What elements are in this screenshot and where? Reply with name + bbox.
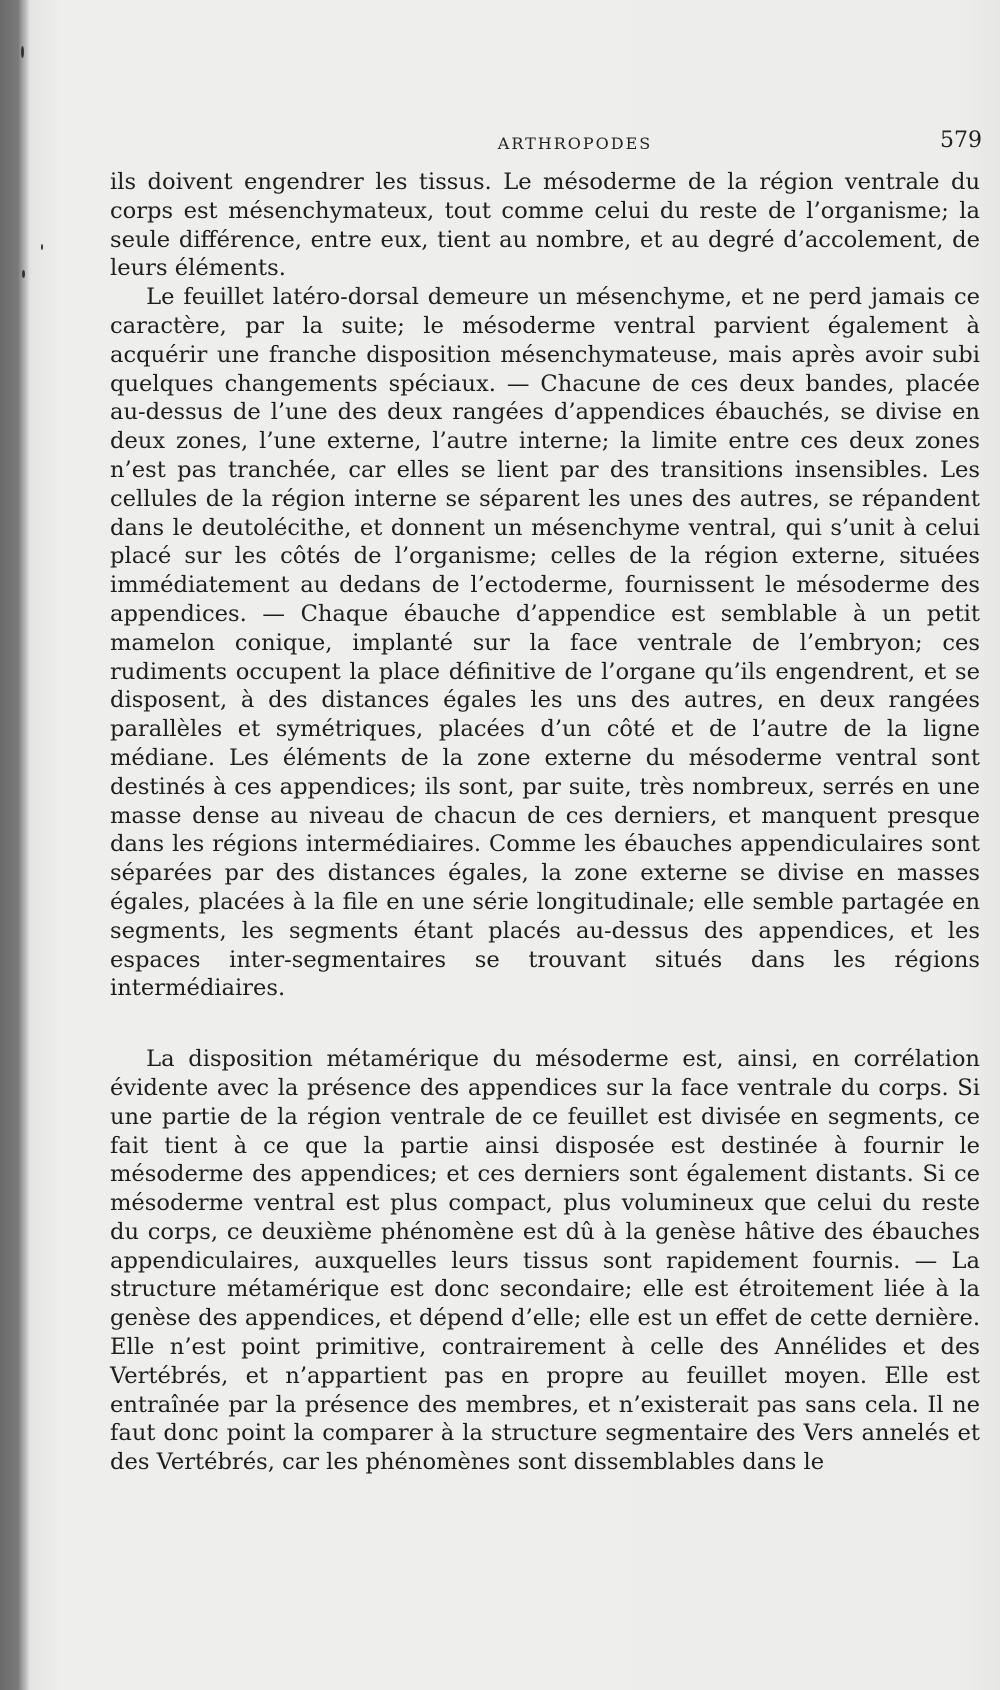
scan-speck [41,244,43,250]
body-text [110,168,980,1477]
page-header [110,128,980,158]
scan-speck [22,270,25,278]
page-number: 579 [940,128,982,153]
paragraph-3: La disposition métamérique du mésoderme est, ainsi, en corrélation évidente avec la présence des appendices sur la face ventrale du corps. Si une partie de la région ventrale de ce feuillet est divisée en segments, ce fait tient à ce que la partie ainsi disposée est destinée à fournir le mésoderme des appendices; et ces derniers sont également distants. Si ce mésoderme ventral est plus compact, plus volumineux que celui du reste du corps, ce deuxième phénomène est dû à la genèse hâtive des ébauches appendiculaires, auxquelles leurs tissus sont rapidement fournis. — La structure métamérique est donc secondaire; elle est étroitement liée à la genèse des appendices, et dépend d’elle; elle est un effet de cette dernière. Elle n’est point primitive, contrairement à celle des Annélides et des Vertébrés, et n’appartient pas en propre au feuillet moyen. Elle est entraînée par la présence des membres, et n’existerait pas sans cela. Il ne faut donc point la comparer à la structure segmentaire des Vers annelés et des Vertébrés, car les phénomènes sont dissemblables dans le [110,1046,980,1476]
running-head: ARTHROPODES [497,134,653,153]
paragraph-1: ils doivent engendrer les tissus. Le mésoderme de la région ventrale du corps est mésenchymateux, tout comme celui du reste de l’organisme; la seule différence, entre eux, tient au nombre, et au degré d’accolement, de leurs éléments. [110,169,980,282]
scan-speck [21,46,24,58]
paragraph-2: Le feuillet latéro-dorsal demeure un mésenchyme, et ne perd jamais ce caractère, par la suite; le mésoderme ventral parvient également à acquérir une franche disposition mésenchymateuse, mais après avoir subi quelques changements spéciaux. — Chacune de ces deux bandes, placée au-dessus de l’une des deux rangées d’appendices ébauchés, se divise en deux zones, l’une externe, l’autre interne; la limite entre ces deux zones n’est pas tranchée, car elles se lient par des transitions insensibles. Les cellules de la région interne se séparent les unes des autres, se répandent dans le deutolécithe, et donnent un mésenchyme ventral, qui s’unit à celui placé sur les côtés de l’organisme; celles de la région externe, situées immédiatement au dedans de l’ectoderme, fournissent le mésoderme des appendices. — Chaque ébauche d’appendice est semblable à un petit mamelon conique, implanté sur la face ventrale de l’embryon; ces rudiments occupent la place définitive de l’organe qu’ils engendrent, et se disposent, à des distances égales les uns des autres, en deux rangées parallèles et symétriques, placées d’un côté et de l’autre de la ligne médiane. Les éléments de la zone externe du mésoderme ventral sont destinés à ces appendices; ils sont, par suite, très nombreux, serrés en une masse dense au niveau de chacun de ces derniers, et manquent presque dans les régions intermédiaires. Comme les ébauches appendiculaires sont séparées par des distances égales, la zone externe se divise en masses égales, placées à la file en une série longitudinale; elle semble partagée en segments, les segments étant placés au-dessus des appendices, et les espaces inter-segmentaires se trouvant situés dans les régions intermédiaires. [110,284,980,1002]
book-page [30,0,1000,1690]
